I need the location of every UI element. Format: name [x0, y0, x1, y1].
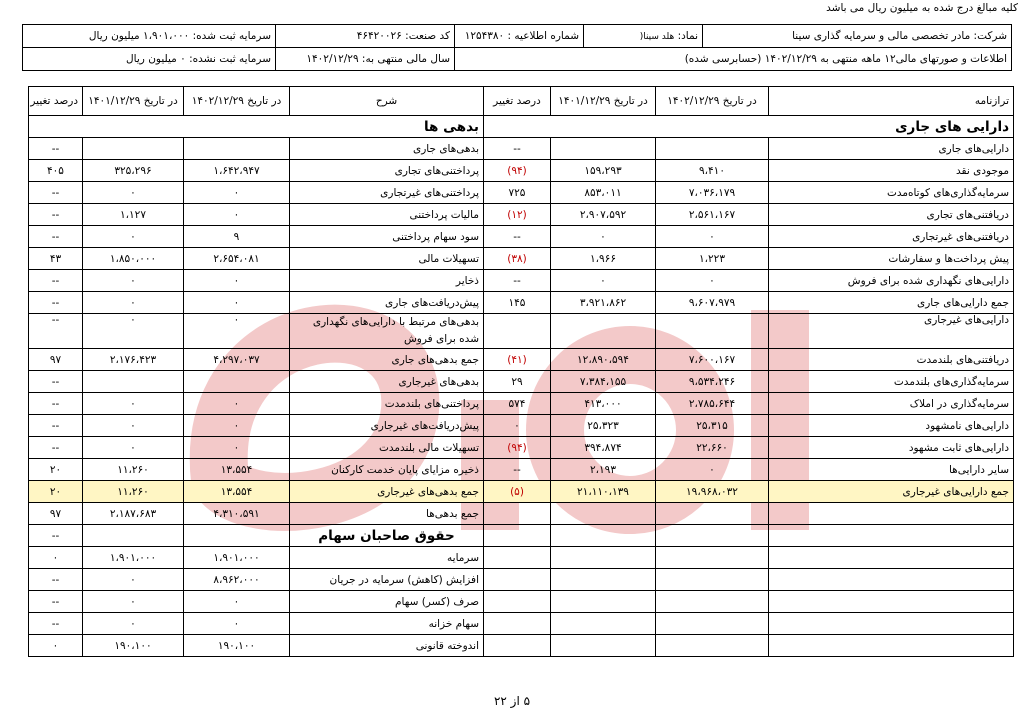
- cell-b1: [184, 371, 290, 393]
- cell-b: بدهی‌های مرتبط با دارایی‌های نگهداری شده برای فروش: [290, 314, 484, 349]
- cell-b1: ۴،۳۱۰،۵۹۱: [184, 503, 290, 525]
- cell-b2: ۱،۱۲۷: [83, 204, 184, 226]
- cell-a: [769, 635, 1014, 657]
- cell-bp: --: [29, 569, 83, 591]
- cell-a: [769, 503, 1014, 525]
- col-prior-date-r: در تاریخ ۱۴۰۱/۱۲/۲۹: [83, 87, 184, 116]
- cell-ap: (۹۴): [484, 160, 551, 182]
- symbol-value: هلد سینا(: [639, 32, 675, 42]
- cell-a: دارایی‌های نامشهود: [769, 415, 1014, 437]
- cell-b: سود سهام پرداختنی: [290, 226, 484, 248]
- table-row: [29, 613, 1014, 635]
- cell-b1: ۱،۹۰۱،۰۰۰: [184, 547, 290, 569]
- cell-a2: ۸۵۳،۰۱۱: [551, 182, 656, 204]
- cell-a1: ۷،۰۳۶،۱۷۹: [656, 182, 769, 204]
- cell-a1: ۹،۴۱۰: [656, 160, 769, 182]
- cell-a1: ۱،۲۲۳: [656, 248, 769, 270]
- cell-b2: ۰: [83, 226, 184, 248]
- table-row: [29, 138, 1014, 160]
- table-row: [29, 182, 1014, 204]
- cell-a2: ۴۱۳،۰۰۰: [551, 393, 656, 415]
- report-info-table: [22, 24, 1012, 71]
- cell-a1: [656, 635, 769, 657]
- cell-b1: ۱،۶۴۲،۹۴۷: [184, 160, 290, 182]
- cell-a: سرمایه‌گذاری‌های کوتاه‌مدت: [769, 182, 1014, 204]
- cell-b2: [83, 138, 184, 160]
- cell-b2: ۰: [83, 393, 184, 415]
- cell-b: جمع بدهی‌های جاری: [290, 349, 484, 371]
- cell-a1: ۰: [656, 459, 769, 481]
- cell-b: بدهی‌های جاری: [290, 138, 484, 160]
- cell-b: افزایش (کاهش) سرمایه در جریان: [290, 569, 484, 591]
- cell-a: [769, 613, 1014, 635]
- cell-a: سایر دارایی‌ها: [769, 459, 1014, 481]
- cell-a2: [551, 525, 656, 547]
- cell-ap: --: [484, 459, 551, 481]
- cell-bp: --: [29, 613, 83, 635]
- cell-a1: ۲،۵۶۱،۱۶۷: [656, 204, 769, 226]
- cell-b2: ۳۲۵،۲۹۶: [83, 160, 184, 182]
- cell-b1: ۰: [184, 270, 290, 292]
- unregistered-capital: سرمایه ثبت نشده: ۰ میلیون ریال: [23, 48, 276, 71]
- cell-bp: ۹۷: [29, 503, 83, 525]
- cell-b2: ۰: [83, 613, 184, 635]
- table-row: [29, 292, 1014, 314]
- cell-a1: [656, 547, 769, 569]
- section-current-assets: دارایی های جاری: [484, 116, 1014, 138]
- cell-b2: ۰: [83, 569, 184, 591]
- company-name: شرکت: مادر تخصصی مالی و سرمایه گذاری سینا: [703, 25, 1012, 48]
- cell-a2: ۷،۳۸۴،۱۵۵: [551, 371, 656, 393]
- cell-b: صرف (کسر) سهام: [290, 591, 484, 613]
- cell-b2: ۱۱،۲۶۰: [83, 481, 184, 503]
- col-description: شرح: [290, 87, 484, 116]
- cell-bp: ۹۷: [29, 349, 83, 371]
- cell-b: ذخیره مزایای پایان خدمت کارکنان: [290, 459, 484, 481]
- cell-ap: --: [484, 226, 551, 248]
- cell-a: [769, 591, 1014, 613]
- cell-a: [769, 525, 1014, 547]
- cell-b1: [184, 525, 290, 547]
- cell-a2: ۲،۱۹۳: [551, 459, 656, 481]
- col-change-r: درصد تغییر: [29, 87, 83, 116]
- cell-a: دارایی‌های جاری: [769, 138, 1014, 160]
- table-row: [29, 635, 1014, 657]
- cell-b2: [83, 371, 184, 393]
- notice-number: شماره اطلاعیه : ۱۲۵۴۳۸۰: [455, 25, 584, 48]
- cell-a1: ۲۵،۳۱۵: [656, 415, 769, 437]
- col-change: درصد تغییر: [484, 87, 551, 116]
- cell-b: جمع بدهی‌ها: [290, 503, 484, 525]
- cell-a2: ۲۱،۱۱۰،۱۳۹: [551, 481, 656, 503]
- cell-ap: [484, 591, 551, 613]
- cell-a: موجودی نقد: [769, 160, 1014, 182]
- cell-bp: --: [29, 371, 83, 393]
- cell-b1: ۱۳،۵۵۴: [184, 481, 290, 503]
- cell-bp: --: [29, 525, 83, 547]
- symbol-cell: [584, 25, 703, 48]
- cell-b1: ۰: [184, 204, 290, 226]
- cell-bp: --: [29, 415, 83, 437]
- cell-a: دریافتنی‌های بلندمدت: [769, 349, 1014, 371]
- table-row: [29, 160, 1014, 182]
- cell-a2: [551, 635, 656, 657]
- table-row: [29, 226, 1014, 248]
- cell-ap: ۷۲۵: [484, 182, 551, 204]
- cell-a: دریافتنی‌های غیرتجاری: [769, 226, 1014, 248]
- section-row: [29, 116, 1014, 138]
- table-row: [29, 204, 1014, 226]
- cell-a: سرمایه‌گذاری‌های بلندمدت: [769, 371, 1014, 393]
- cell-a2: ۱۲،۸۹۰،۵۹۴: [551, 349, 656, 371]
- cell-a1: ۲۲،۶۶۰: [656, 437, 769, 459]
- cell-ap: [484, 569, 551, 591]
- cell-a2: ۳۹۴،۸۷۴: [551, 437, 656, 459]
- cell-b2: ۰: [83, 437, 184, 459]
- cell-b: پرداختنی‌های تجاری: [290, 160, 484, 182]
- cell-b2: ۱،۸۵۰،۰۰۰: [83, 248, 184, 270]
- cell-ap: ۲۹: [484, 371, 551, 393]
- table-row: [29, 248, 1014, 270]
- cell-bp: --: [29, 437, 83, 459]
- cell-bp: --: [29, 393, 83, 415]
- cell-b2: ۰: [83, 270, 184, 292]
- cell-bp: ۰: [29, 547, 83, 569]
- cell-b1: ۴،۲۹۷،۰۳۷: [184, 349, 290, 371]
- cell-a1: ۰: [656, 270, 769, 292]
- cell-b: پرداختنی‌های بلندمدت: [290, 393, 484, 415]
- section-liabilities: بدهی ها: [29, 116, 484, 138]
- table-row: [29, 314, 1014, 349]
- cell-a2: [551, 503, 656, 525]
- industry-code: کد صنعت: ۴۶۴۲۰۰۲۶: [276, 25, 455, 48]
- cell-a: سرمایه‌گذاری در املاک: [769, 393, 1014, 415]
- table-row: [29, 459, 1014, 481]
- cell-ap: (۱۲): [484, 204, 551, 226]
- cell-ap: [484, 314, 551, 349]
- cell-b1: ۱۹۰،۱۰۰: [184, 635, 290, 657]
- cell-b2: ۲،۱۸۷،۶۸۳: [83, 503, 184, 525]
- cell-a1: [656, 314, 769, 349]
- cell-bp: --: [29, 182, 83, 204]
- cell-ap: (۹۴): [484, 437, 551, 459]
- col-prior-date: در تاریخ ۱۴۰۱/۱۲/۲۹: [551, 87, 656, 116]
- table-row: [29, 437, 1014, 459]
- cell-bp: --: [29, 204, 83, 226]
- cell-b2: ۰: [83, 591, 184, 613]
- cell-b1: [184, 138, 290, 160]
- cell-b1: ۰: [184, 393, 290, 415]
- cell-ap: ۵۷۴: [484, 393, 551, 415]
- cell-b2: ۱۱،۲۶۰: [83, 459, 184, 481]
- cell-a2: [551, 569, 656, 591]
- cell-a1: ۲،۷۸۵،۶۴۴: [656, 393, 769, 415]
- cell-bp: --: [29, 292, 83, 314]
- cell-b1: ۰: [184, 437, 290, 459]
- table-row: [29, 569, 1014, 591]
- cell-a2: [551, 138, 656, 160]
- cell-ap: [484, 547, 551, 569]
- cell-b: اندوخته قانونی: [290, 635, 484, 657]
- cell-a2: ۰: [551, 270, 656, 292]
- table-row: [29, 591, 1014, 613]
- cell-ap: (۵): [484, 481, 551, 503]
- cell-ap: [484, 503, 551, 525]
- cell-a1: [656, 503, 769, 525]
- cell-ap: [484, 613, 551, 635]
- cell-b1: ۰: [184, 613, 290, 635]
- cell-ap: (۳۸): [484, 248, 551, 270]
- amounts-note: کلیه مبالغ درج شده به میلیون ریال می باشد: [826, 2, 1018, 14]
- cell-bp: ۰: [29, 635, 83, 657]
- col-current-date: در تاریخ ۱۴۰۲/۱۲/۲۹: [656, 87, 769, 116]
- registered-capital: سرمایه ثبت شده: ۱،۹۰۱،۰۰۰ میلیون ریال: [23, 25, 276, 48]
- page-number: ۵ از ۲۲: [493, 694, 531, 708]
- cell-ap: (۴۱): [484, 349, 551, 371]
- cell-a2: ۱۵۹،۲۹۳: [551, 160, 656, 182]
- cell-b2: [83, 525, 184, 547]
- cell-b2: ۲،۱۷۶،۴۲۳: [83, 349, 184, 371]
- cell-a1: [656, 138, 769, 160]
- table-row: [29, 481, 1014, 503]
- cell-a2: ۰: [551, 226, 656, 248]
- cell-a2: ۳،۹۲۱،۸۶۲: [551, 292, 656, 314]
- statement-title: اطلاعات و صورتهای مالی۱۲ ماهه منتهی به ۱۴۰۲/۱۲/۲۹ (حسابرسی شده): [455, 48, 1012, 71]
- cell-a2: [551, 547, 656, 569]
- cell-a1: [656, 569, 769, 591]
- cell-a2: ۲،۹۰۷،۵۹۲: [551, 204, 656, 226]
- cell-bp: --: [29, 591, 83, 613]
- cell-a1: ۱۹،۹۶۸،۰۳۲: [656, 481, 769, 503]
- cell-b: ذخایر: [290, 270, 484, 292]
- cell-a: [769, 547, 1014, 569]
- col-current-date-r: در تاریخ ۱۴۰۲/۱۲/۲۹: [184, 87, 290, 116]
- cell-a1: ۰: [656, 226, 769, 248]
- cell-a1: [656, 591, 769, 613]
- cell-a1: ۷،۶۰۰،۱۶۷: [656, 349, 769, 371]
- cell-a1: ۹،۶۰۷،۹۷۹: [656, 292, 769, 314]
- cell-b1: ۰: [184, 292, 290, 314]
- cell-b: تسهیلات مالی: [290, 248, 484, 270]
- cell-a: دریافتنی‌های تجاری: [769, 204, 1014, 226]
- section-equity: حقوق صاحبان سهام: [290, 525, 484, 547]
- cell-b1: ۰: [184, 591, 290, 613]
- cell-a1: ۹،۵۳۴،۲۴۶: [656, 371, 769, 393]
- cell-a: دارایی‌های نگهداری شده برای فروش: [769, 270, 1014, 292]
- balance-sheet-table: [28, 86, 1014, 657]
- table-row: [29, 349, 1014, 371]
- cell-b2: ۰: [83, 314, 184, 349]
- cell-bp: --: [29, 270, 83, 292]
- cell-a: [769, 569, 1014, 591]
- cell-b2: ۰: [83, 292, 184, 314]
- cell-b2: ۱،۹۰۱،۰۰۰: [83, 547, 184, 569]
- table-row: [29, 503, 1014, 525]
- table-row: [29, 393, 1014, 415]
- cell-b1: ۰: [184, 314, 290, 349]
- cell-ap: [484, 635, 551, 657]
- cell-bp: --: [29, 314, 83, 349]
- cell-b1: ۲،۶۵۴،۰۸۱: [184, 248, 290, 270]
- cell-a1: [656, 525, 769, 547]
- cell-bp: ۴۳: [29, 248, 83, 270]
- cell-b2: ۱۹۰،۱۰۰: [83, 635, 184, 657]
- cell-a: پیش پرداخت‌ها و سفارشات: [769, 248, 1014, 270]
- cell-b1: ۹: [184, 226, 290, 248]
- col-balance: ترازنامه: [769, 87, 1014, 116]
- cell-ap: [484, 525, 551, 547]
- table-row: [29, 270, 1014, 292]
- cell-a: دارایی‌های ثابت مشهود: [769, 437, 1014, 459]
- cell-bp: ۲۰: [29, 481, 83, 503]
- cell-b2: ۰: [83, 415, 184, 437]
- cell-b: سرمایه: [290, 547, 484, 569]
- table-row: [29, 547, 1014, 569]
- cell-b: پرداختنی‌های غیرتجاری: [290, 182, 484, 204]
- cell-a2: [551, 314, 656, 349]
- symbol-label: نماد:: [677, 30, 698, 42]
- cell-a1: [656, 613, 769, 635]
- cell-b1: ۸،۹۶۲،۰۰۰: [184, 569, 290, 591]
- cell-a2: ۲۵،۳۲۳: [551, 415, 656, 437]
- cell-ap: ۱۴۵: [484, 292, 551, 314]
- cell-ap: ۰: [484, 415, 551, 437]
- cell-a: جمع دارایی‌های جاری: [769, 292, 1014, 314]
- cell-ap: --: [484, 270, 551, 292]
- cell-b1: ۱۳،۵۵۴: [184, 459, 290, 481]
- cell-a2: [551, 613, 656, 635]
- cell-b: پیش‌دریافت‌های غیرجاری: [290, 415, 484, 437]
- cell-b: مالیات پرداختنی: [290, 204, 484, 226]
- table-row: [29, 525, 1014, 547]
- cell-a: دارایی‌های غیرجاری: [769, 314, 1014, 349]
- cell-bp: --: [29, 138, 83, 160]
- cell-b: پیش‌دریافت‌های جاری: [290, 292, 484, 314]
- cell-b2: ۰: [83, 182, 184, 204]
- cell-b: سهام خزانه: [290, 613, 484, 635]
- cell-ap: --: [484, 138, 551, 160]
- cell-b1: ۰: [184, 182, 290, 204]
- cell-b: بدهی‌های غیرجاری: [290, 371, 484, 393]
- cell-a2: ۱،۹۶۶: [551, 248, 656, 270]
- cell-a2: [551, 591, 656, 613]
- cell-bp: ۴۰۵: [29, 160, 83, 182]
- cell-b1: ۰: [184, 415, 290, 437]
- cell-bp: --: [29, 226, 83, 248]
- fiscal-year-end: سال مالی منتهی به: ۱۴۰۲/۱۲/۲۹: [276, 48, 455, 71]
- cell-a: جمع دارایی‌های غیرجاری: [769, 481, 1014, 503]
- table-row: [29, 415, 1014, 437]
- cell-b: تسهیلات مالی بلندمدت: [290, 437, 484, 459]
- cell-b: جمع بدهی‌های غیرجاری: [290, 481, 484, 503]
- cell-bp: ۲۰: [29, 459, 83, 481]
- table-row: [29, 371, 1014, 393]
